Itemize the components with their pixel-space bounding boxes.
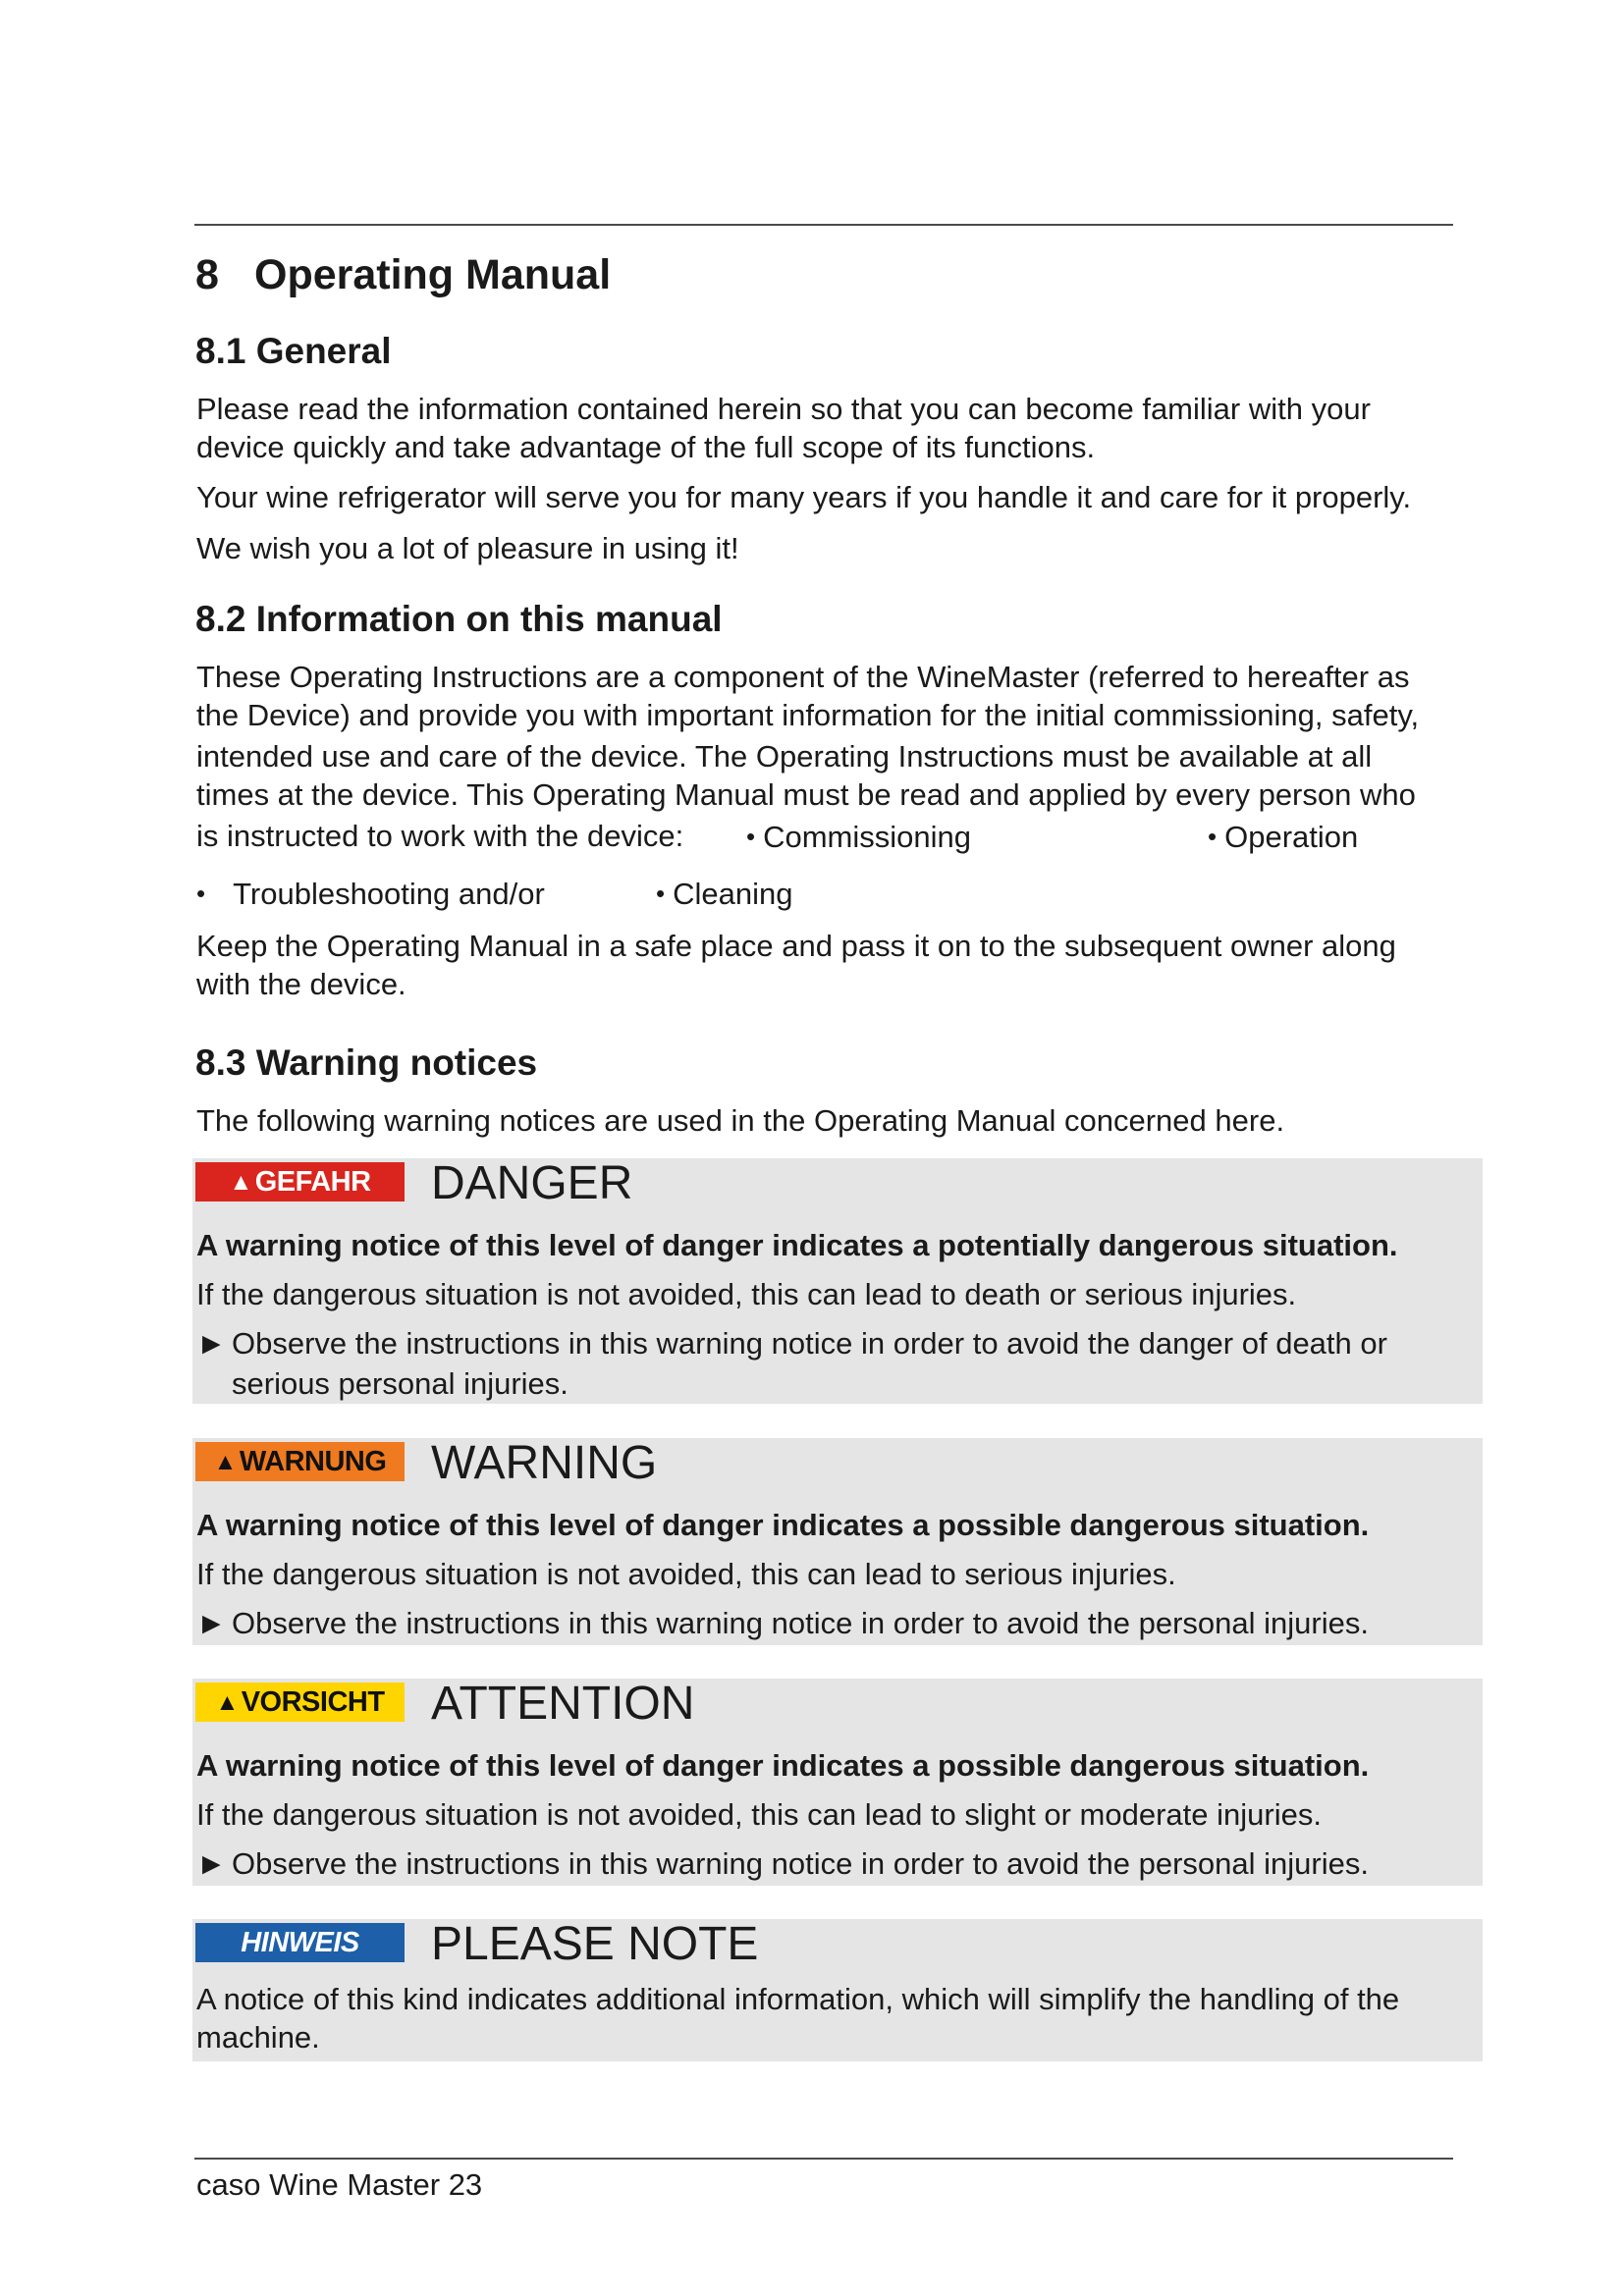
warning-triangle-icon: ▲	[215, 1689, 239, 1716]
warning-text: If the dangerous situation is not avoided, this can lead to serious injuries.	[196, 1557, 1176, 1591]
section-heading-info: 8.2 Information on this manual	[195, 599, 723, 639]
info-line-3: intended use and care of the device. The Operating Instructions must be available at all	[196, 739, 1373, 774]
section-heading-warning: 8.3 Warning notices	[195, 1042, 538, 1083]
info-line-2: the Device) and provide you with important information for the initial commissioning, safety,	[196, 698, 1420, 732]
attention-bold: A warning notice of this level of danger indicates a possible dangerous situation.	[196, 1748, 1370, 1783]
info-line-5: is instructed to work with the device:	[196, 819, 684, 853]
info-line-1: These Operating Instructions are a component of the WineMaster (referred to hereafter as	[196, 660, 1410, 694]
general-para3: We wish you a lot of pleasure in using it!	[196, 531, 739, 565]
danger-notice	[192, 1158, 1483, 1404]
warning-action: ► Observe the instructions in this warning notice in order to avoid the personal injuries.	[196, 1604, 1369, 1643]
warning-triangle-icon: ▲	[213, 1449, 237, 1475]
page-footer: caso Wine Master 23	[196, 2167, 483, 2202]
warning-triangle-icon: ▲	[229, 1169, 252, 1196]
general-para1-line1: Please read the information contained herein so that you can become familiar with your	[196, 392, 1371, 426]
warning-badge: ▲ WARNUNG	[195, 1442, 405, 1481]
bullet-troubleshooting: • Troubleshooting and/or	[196, 877, 545, 911]
attention-title: ATTENTION	[431, 1678, 695, 1730]
note-line2: machine.	[196, 2020, 320, 2055]
general-para1-line2: device quickly and take advantage of the full scope of its functions.	[196, 430, 1096, 464]
warning-title: WARNING	[431, 1437, 658, 1489]
danger-text: If the dangerous situation is not avoided, this can lead to death or serious injuries.	[196, 1277, 1297, 1311]
arrow-right-icon: ►	[196, 1606, 227, 1640]
arrow-right-icon: ►	[196, 1846, 227, 1881]
bullet-cleaning: • Cleaning	[656, 877, 793, 911]
arrow-right-icon: ►	[196, 1326, 227, 1361]
danger-action: ► Observe the instructions in this warning notice in order to avoid the danger of death or	[196, 1324, 1387, 1363]
chapter-number: 8	[195, 251, 219, 298]
note-title: PLEASE NOTE	[431, 1918, 759, 1970]
warning-intro: The following warning notices are used in the Operating Manual concerned here.	[196, 1103, 1285, 1138]
note-notice	[192, 1919, 1483, 2061]
section-heading-general: 8.1 General	[195, 331, 392, 371]
danger-action-cont: serious personal injuries.	[232, 1366, 568, 1401]
chapter-heading	[195, 246, 611, 303]
chapter-title: Operating Manual	[254, 251, 612, 298]
header-rule	[194, 224, 1453, 226]
attention-badge: ▲ VORSICHT	[195, 1682, 405, 1722]
danger-bold: A warning notice of this level of danger indicates a potentially dangerous situation.	[196, 1228, 1398, 1262]
bullet-commissioning: • Commissioning	[746, 820, 972, 854]
note-line1: A notice of this kind indicates additional information, which will simplify the handling of the	[196, 1982, 1400, 2016]
note-badge: HINWEIS	[195, 1923, 405, 1962]
danger-title: DANGER	[431, 1157, 633, 1209]
attention-action: ► Observe the instructions in this warning notice in order to avoid the personal injuries.	[196, 1844, 1369, 1884]
bullet-operation: • Operation	[1208, 820, 1359, 854]
danger-badge: ▲ GEFAHR	[195, 1162, 405, 1201]
footer-rule	[194, 2158, 1453, 2160]
warning-bold: A warning notice of this level of danger indicates a possible dangerous situation.	[196, 1508, 1370, 1542]
attention-text: If the dangerous situation is not avoided, this can lead to slight or moderate injuries.	[196, 1797, 1322, 1832]
info-keep-line2: with the device.	[196, 967, 406, 1001]
general-para2: Your wine refrigerator will serve you for many years if you handle it and care for it properly.	[196, 480, 1412, 514]
info-keep-line1: Keep the Operating Manual in a safe place and pass it on to the subsequent owner along	[196, 929, 1396, 963]
info-line-4: times at the device. This Operating Manual must be read and applied by every person who	[196, 777, 1416, 812]
attention-notice	[192, 1679, 1483, 1886]
warning-notice	[192, 1438, 1483, 1645]
